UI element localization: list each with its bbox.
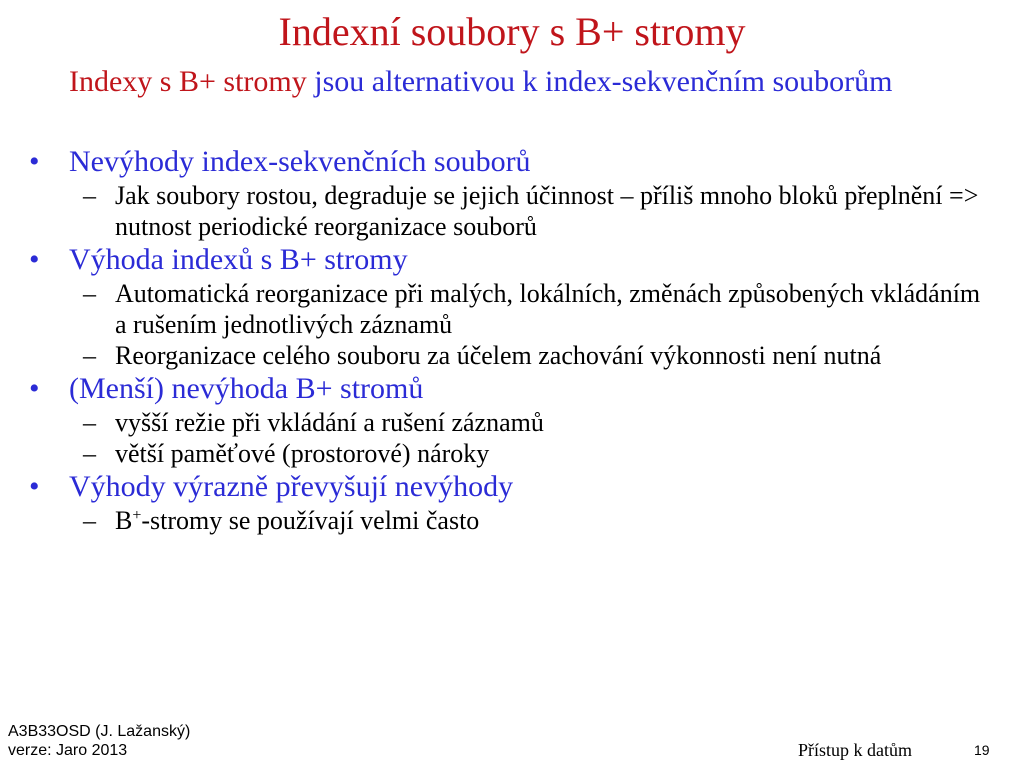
- intro-text: jsou alternativou k index-sekvenčním souborům: [306, 65, 893, 98]
- sub-bullet-item: [83, 505, 995, 536]
- bullet-icon: •: [29, 372, 40, 405]
- page-number: 19: [974, 742, 990, 758]
- bullet-icon: •: [29, 145, 40, 178]
- footer-left: [8, 722, 190, 760]
- bullet-item: [29, 144, 999, 180]
- sub-bullet-rest: -stromy se používají velmi často: [141, 506, 480, 535]
- intro-highlight: Indexy s B+ stromy: [69, 65, 307, 98]
- sub-bullet-item: [83, 278, 995, 340]
- dash-icon: –: [83, 439, 96, 468]
- footer-version: verze: Jaro 2013: [8, 742, 128, 759]
- bullet-item: [29, 242, 999, 278]
- sub-bullet-item: [83, 180, 995, 242]
- dash-icon: –: [83, 408, 96, 437]
- sub-bullet-text: větší paměťové (prostorové) nároky: [115, 439, 490, 468]
- superscript-plus: +: [132, 507, 142, 524]
- b-letter: B: [115, 506, 133, 535]
- dash-icon: –: [83, 506, 96, 535]
- bullet-list: [0, 144, 1024, 536]
- dash-icon: –: [83, 279, 96, 308]
- dash-icon: –: [83, 341, 96, 370]
- dash-icon: –: [83, 181, 96, 210]
- sub-bullet-text: Automatická reorganizace při malých, lokálních, změnách způsobených vkládáním a rušením jednotlivých záznamů: [115, 279, 981, 339]
- sub-bullet-item: [83, 340, 995, 371]
- bullet-item: [29, 371, 999, 407]
- sub-bullet-text: [115, 506, 479, 535]
- bullet-heading: Nevýhody index-sekvenčních souborů: [69, 145, 531, 178]
- sub-bullet-text: Reorganizace celého souboru za účelem zachování výkonnosti není nutná: [115, 341, 882, 370]
- slide-title: Indexní soubory s B+ stromy: [278, 9, 746, 54]
- sub-bullet-text: vyšší režie při vkládání a rušení záznamů: [115, 408, 544, 437]
- sub-bullet-text: Jak soubory rostou, degraduje se jejich účinnost – příliš mnoho bloků přeplnění => nutnost periodické reorganizace souborů: [115, 181, 979, 241]
- sub-bullet-item: [83, 438, 995, 469]
- bullet-heading: (Menší) nevýhoda B+ stromů: [69, 372, 424, 405]
- intro-paragraph: [69, 64, 1004, 100]
- footer-course: A3B33OSD (J. Lažanský): [8, 723, 191, 740]
- footer-topic: Přístup k datům: [798, 740, 913, 760]
- bullet-item: [29, 469, 999, 505]
- bullet-icon: •: [29, 470, 40, 503]
- bullet-heading: Výhoda indexů s B+ stromy: [69, 243, 408, 276]
- bullet-heading: Výhody výrazně převyšují nevýhody: [69, 470, 514, 503]
- bullet-icon: •: [29, 243, 40, 276]
- sub-bullet-item: [83, 407, 995, 438]
